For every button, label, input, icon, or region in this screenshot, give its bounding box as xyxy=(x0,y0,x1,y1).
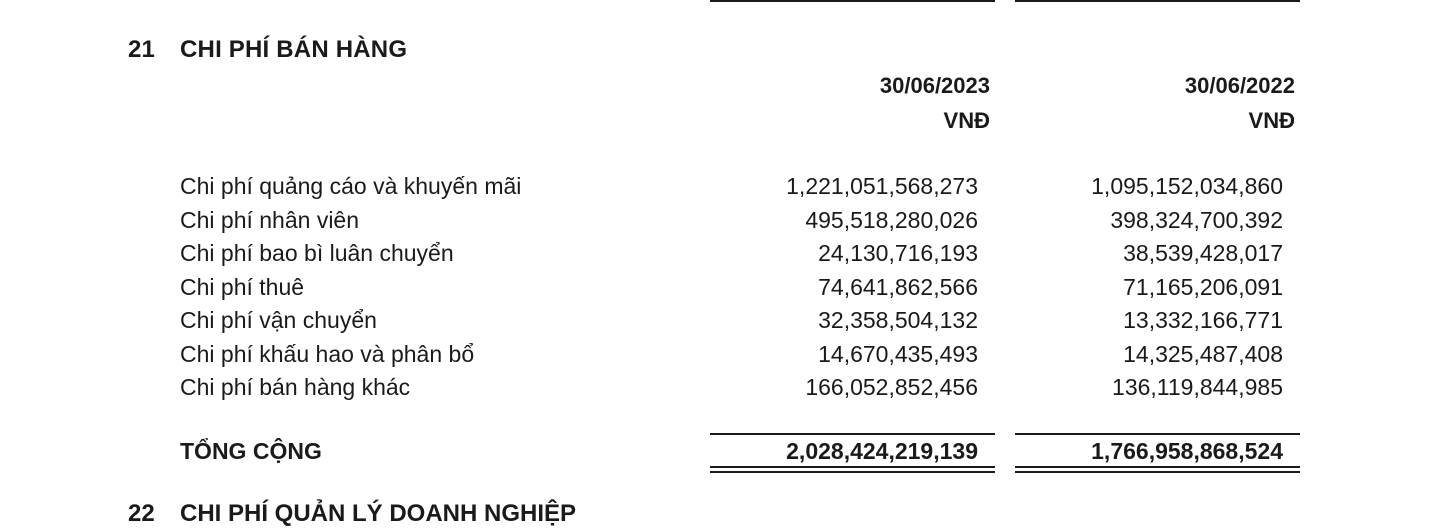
total-top-rule-2022 xyxy=(1015,433,1300,435)
column-header-2023 xyxy=(880,68,990,138)
row-value-2023: 495,518,280,026 xyxy=(805,206,978,233)
row-label: Chi phí vận chuyển xyxy=(180,307,377,333)
previous-table-rule-2022 xyxy=(1015,0,1300,2)
row-value-2022: 14,325,487,408 xyxy=(1123,340,1283,367)
row-value-2023: 24,130,716,193 xyxy=(818,240,978,266)
section-number: 21 xyxy=(128,36,156,63)
column-unit-2022: VNĐ xyxy=(1248,108,1295,133)
section-title-text: CHI PHÍ BÁN HÀNG xyxy=(180,36,408,63)
total-double-rule-2023-b xyxy=(710,471,995,473)
row-label: Chi phí bao bì luân chuyển xyxy=(180,240,454,266)
row-value-2023: 32,358,504,132 xyxy=(818,307,978,333)
row-value-2023: 14,670,435,493 xyxy=(818,340,978,367)
row-label: Chi phí quảng cáo và khuyến mãi xyxy=(180,173,522,199)
row-label: Chi phí thuê xyxy=(180,273,305,300)
row-value-2022: 13,332,166,771 xyxy=(1123,307,1283,333)
total-double-rule-2022-b xyxy=(1015,471,1300,473)
total-value-2023: 2,028,424,219,139 xyxy=(786,438,978,464)
previous-table-rule-2023 xyxy=(710,0,995,2)
next-section-title xyxy=(128,500,576,528)
row-value-2023: 166,052,852,456 xyxy=(805,374,978,400)
row-label: Chi phí khấu hao và phân bổ xyxy=(180,340,475,367)
total-double-rule-2022-a xyxy=(1015,466,1300,468)
row-label: Chi phí nhân viên xyxy=(180,206,360,233)
total-value-2022: 1,766,958,868,524 xyxy=(1091,438,1283,464)
column-header-2022 xyxy=(1185,68,1295,138)
row-value-2022: 1,095,152,034,860 xyxy=(1091,173,1283,199)
total-label: TỔNG CỘNG xyxy=(180,438,322,464)
total-double-rule-2023-a xyxy=(710,466,995,468)
column-date-2023: 30/06/2023 xyxy=(879,73,990,98)
next-section-number: 22 xyxy=(128,500,155,527)
total-top-rule-2023 xyxy=(710,433,995,435)
section-title xyxy=(128,36,407,64)
column-unit-2023: VNĐ xyxy=(943,108,990,133)
row-label: Chi phí bán hàng khác xyxy=(180,374,411,400)
column-date-2022: 30/06/2022 xyxy=(1184,73,1295,98)
row-value-2022: 398,324,700,392 xyxy=(1110,206,1283,233)
row-value-2022: 71,165,206,091 xyxy=(1123,273,1283,300)
row-value-2023: 74,641,862,566 xyxy=(818,273,978,300)
next-section-title-text: CHI PHÍ QUẢN LÝ DOANH NGHIỆP xyxy=(180,500,577,527)
row-value-2022: 38,539,428,017 xyxy=(1123,240,1283,266)
row-value-2022: 136,119,844,985 xyxy=(1112,374,1283,400)
row-value-2023: 1,221,051,568,273 xyxy=(786,173,978,199)
